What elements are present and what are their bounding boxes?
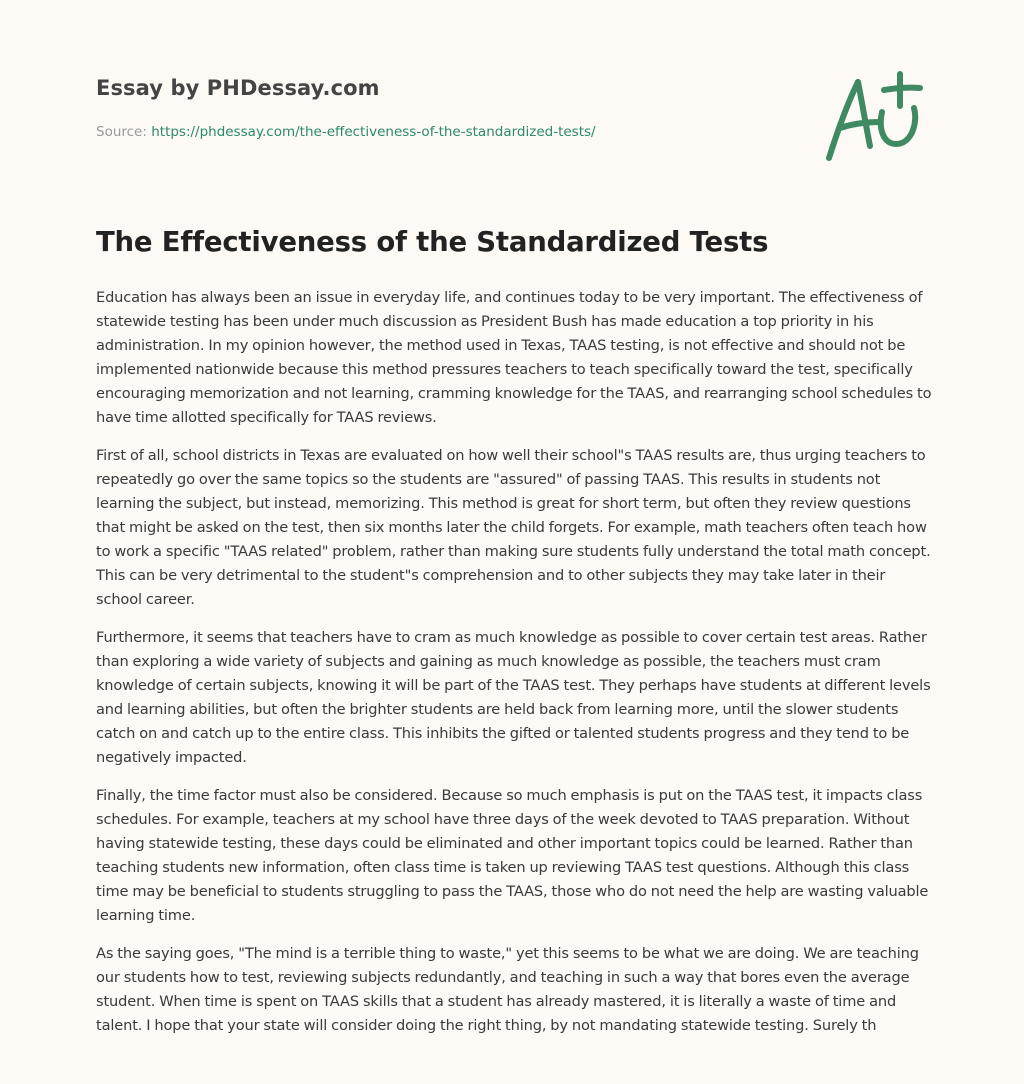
source-line	[96, 124, 596, 140]
article-paragraph: First of all, school districts in Texas are evaluated on how well their school"s TAAS results are, thus urging teachers to repeatedly go over the same topics so the students are "assured" of passing TAAS. This results in students not learning the subject, but instead, memorizing. This method is great for short term, but often they review questions that might be asked on the test, then six months later the child forgets. For example, math teachers often teach how to work a specific "TAAS related" problem, rather than making sure students fully understand the total math concept. This can be very detrimental to the student"s comprehension and to other subjects they may take later in their school career.	[96, 447, 931, 608]
a-plus-logo-svg	[820, 68, 930, 168]
article-paragraph: Furthermore, it seems that teachers have to cram as much knowledge as possible to cover certain test areas. Rather than exploring a wide variety of subjects and gaining as much knowledge as possible, the teachers must cram knowledge of certain subjects, knowing it will be part of the TAAS test. They perhaps have students at different levels and learning abilities, but often the brighter students are held back from learning more, until the slower students catch on and catch up to the entire class. This inhibits the gifted or talented students progress and they tend to be negatively impacted.	[96, 629, 931, 766]
article-paragraph: As the saying goes, "The mind is a terrible thing to waste," yet this seems to be what we are doing. We are teaching our students how to test, reviewing subjects redundantly, and teaching in such a way that bores even the average student. When time is spent on TAAS skills that a student has already mastered, it is literally a waste of time and talent. I hope that your state will consider doing the right thing, by not mandating statewide testing. Surely th	[96, 945, 919, 1034]
article-paragraph: Education has always been an issue in everyday life, and continues today to be very important. The effectiveness of statewide testing has been under much discussion as President Bush has made education a top priority in his administration. In my opinion however, the method used in Texas, TAAS testing, is not effective and should not be implemented nationwide because this method pressures teachers to teach specifically toward the test, specifically encouraging memorization and not learning, cramming knowledge for the TAAS, and rearranging school schedules to have time allotted specifically for TAAS reviews.	[96, 289, 932, 426]
source-label: Source:	[96, 124, 147, 140]
source-link[interactable]: https://phdessay.com/the-effectiveness-of-the-standardized-tests/	[151, 124, 596, 140]
a-plus-icon	[820, 68, 930, 168]
article-title: The Effectiveness of the Standardized Tests	[96, 226, 769, 258]
article-paragraph: Finally, the time factor must also be considered. Because so much emphasis is put on the TAAS test, it impacts class schedules. For example, teachers at my school have three days of the week devoted to TAAS preparation. Without having statewide testing, these days could be eliminated and other important topics could be learned. Rather than teaching students new information, often class time is taken up reviewing TAAS test questions. Although this class time may be beneficial to students struggling to pass the TAAS, those who do not need the help are wasting valuable learning time.	[96, 787, 929, 924]
brand-title: Essay by PHDessay.com	[96, 76, 380, 100]
article-body	[96, 286, 932, 1052]
site-header	[96, 76, 796, 100]
